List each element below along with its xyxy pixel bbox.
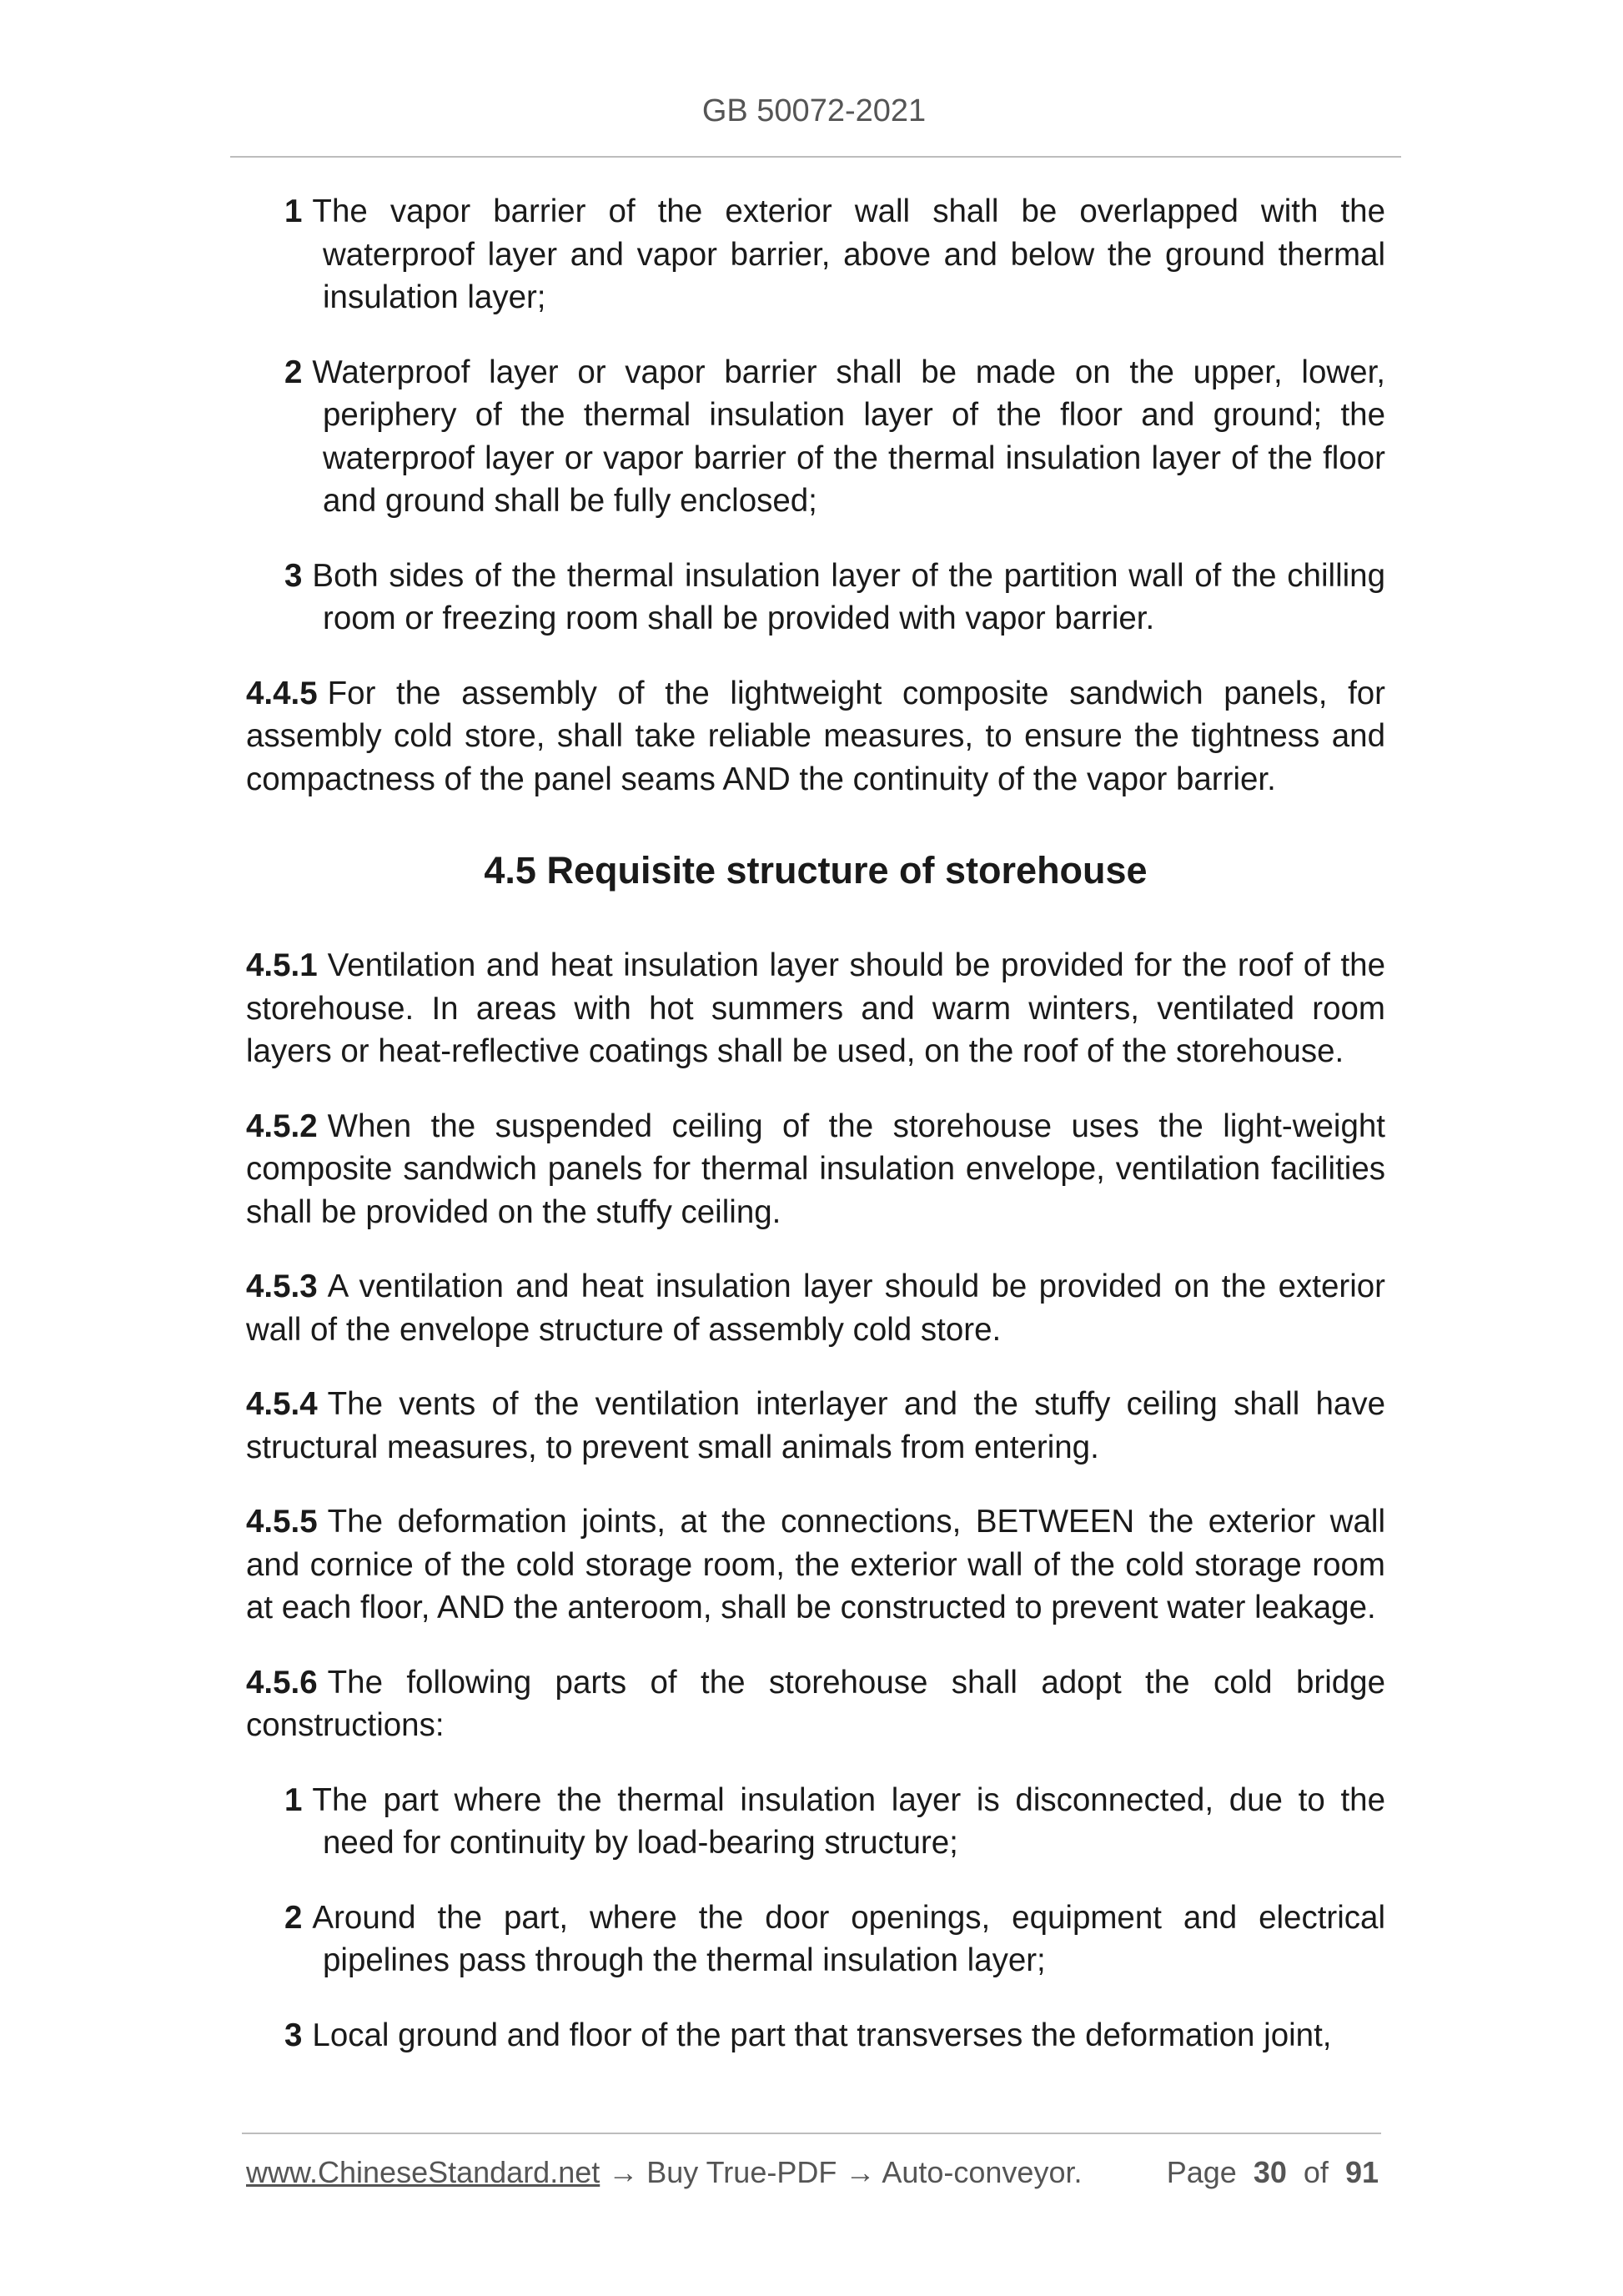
page-content [246, 190, 1385, 2088]
list-item [246, 1779, 1385, 1865]
item-number: 2 [284, 354, 303, 390]
clause-paragraph [246, 672, 1385, 801]
page-counter [1167, 2155, 1379, 2190]
clause-paragraph [246, 1383, 1385, 1469]
page-label: Page [1166, 2155, 1237, 2189]
footer-divider [242, 2133, 1381, 2134]
total-pages: 91 [1344, 2155, 1379, 2189]
list-item [246, 2014, 1385, 2057]
item-number: 3 [284, 557, 303, 594]
clause-text: For the assembly of the lightweight composite sandwich panels, for assembly cold store, shall take reliable measures, to ensure the tightness and compactness of the panel seams AND the continuity of the vapor barrier. [246, 675, 1385, 797]
footer-links [246, 2155, 1082, 2190]
item-text: Waterproof layer or vapor barrier shall be made on the upper, lower, periphery of the thermal insulation layer of the floor and ground; the waterproof layer or vapor barrier of the thermal insulation layer of the floor and ground shall be fully enclosed; [312, 354, 1385, 519]
header-divider [230, 156, 1401, 158]
clause-paragraph [246, 1105, 1385, 1234]
clause-paragraph [246, 944, 1385, 1073]
item-number: 2 [284, 1899, 303, 1936]
clause-paragraph [246, 1265, 1385, 1351]
clause-number: 4.5.5 [246, 1504, 318, 1540]
clause-number: 4.5.4 [246, 1386, 318, 1422]
clause-number: 4.5.1 [246, 947, 318, 983]
item-number: 3 [284, 2017, 303, 2053]
document-id-header: GB 50072-2021 [701, 93, 927, 128]
clause-paragraph [246, 1661, 1385, 1747]
clause-text: A ventilation and heat insulation layer should be provided on the exterior wall of the envelope structure of assembly cold store. [246, 1269, 1385, 1348]
clause-number: 4.5.6 [246, 1664, 318, 1701]
footer-breadcrumb: → Buy True-PDF → Auto-conveyor. [608, 2155, 1083, 2189]
clause-text: When the suspended ceiling of the storehouse uses the light-weight composite sandwich panels for thermal insulation envelope, ventilation facilities shall be provided on the stuffy ceiling. [246, 1108, 1385, 1230]
clause-text: The following parts of the storehouse shall adopt the cold bridge constructions: [246, 1664, 1385, 1743]
item-text: Both sides of the thermal insulation layer of the partition wall of the chilling room or freezing room shall be provided with vapor barrier. [312, 557, 1385, 636]
of-label: of [1303, 2155, 1329, 2189]
list-item [246, 555, 1385, 641]
item-text: Local ground and floor of the part that transverses the deformation joint, [312, 2017, 1332, 2053]
clause-text: The vents of the ventilation interlayer and the stuffy ceiling shall have structural measures, to prevent small animals from entering. [246, 1386, 1385, 1465]
clause-text: The deformation joints, at the connections, BETWEEN the exterior wall and cornice of the cold storage room, the exterior wall of the cold storage room at each floor, AND the anteroom, shall be constructed to prevent water leakage. [246, 1504, 1385, 1625]
list-item [246, 1897, 1385, 1982]
item-number: 1 [284, 1781, 303, 1818]
clause-paragraph [246, 1500, 1385, 1630]
section-title: 4.5 Requisite structure of storehouse [484, 849, 1148, 892]
item-text: The part where the thermal insulation layer is disconnected, due to the need for continuity by load-bearing structure; [312, 1781, 1385, 1861]
item-text: Around the part, where the door openings, equipment and electrical pipelines pass through the thermal insulation layer; [312, 1899, 1385, 1978]
clause-text: Ventilation and heat insulation layer should be provided for the roof of the storehouse. In areas with hot summers and warm winters, ventilated room layers or heat-reflective coatings shall be used, on the roof of the storehouse. [246, 947, 1385, 1069]
site-link[interactable]: www.ChineseStandard.net [246, 2155, 600, 2189]
clause-number: 4.5.2 [246, 1108, 318, 1144]
page-number: 30 [1253, 2155, 1287, 2189]
clause-number: 4.5.3 [246, 1269, 318, 1304]
clause-number: 4.4.5 [246, 675, 318, 711]
item-number: 1 [284, 193, 303, 229]
list-item [246, 190, 1385, 319]
list-item [246, 351, 1385, 523]
item-text: The vapor barrier of the exterior wall shall be overlapped with the waterproof layer and vapor barrier, above and below the ground thermal insulation layer; [312, 193, 1385, 315]
